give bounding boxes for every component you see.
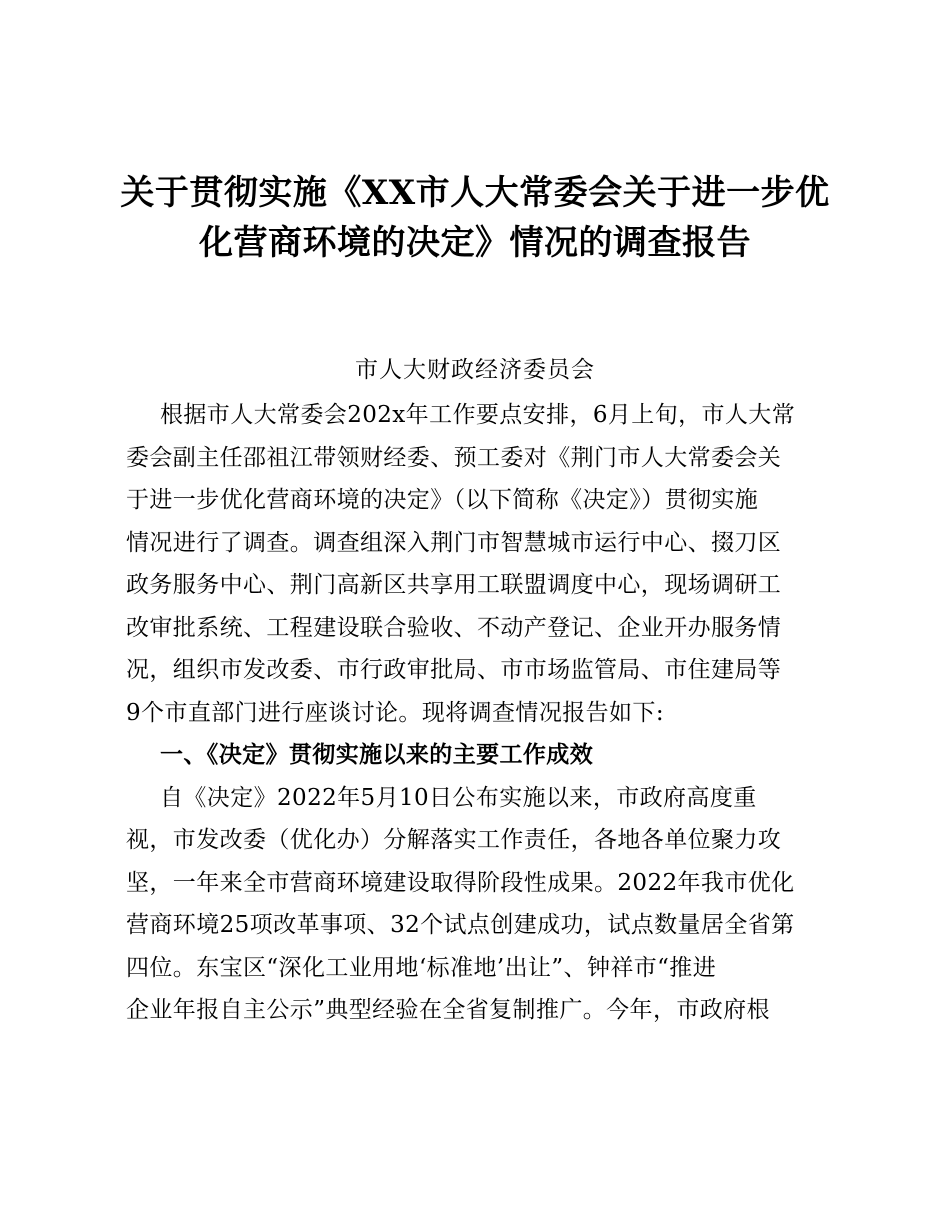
paragraph-1-line-5: 政务服务中心、荆门高新区共享用工联盟调度中心，现场调研工	[126, 572, 782, 598]
paragraph-1-line-6: 改审批系统、工程建设联合验收、不动产登记、企业开办服务情	[126, 614, 782, 641]
paragraph-1-line-8: 9个市直部门进行座谈讨论。现将调查情况报告如下:	[126, 699, 664, 726]
paragraph-1-line-2: 委会副主任邵祖江带领财经委、预工委对《荆门市人大常委会关	[126, 444, 782, 471]
paragraph-2-line-2: 视，市发改委（优化办）分解落实工作责任，各地各单位聚力攻	[126, 827, 782, 853]
document-body	[126, 394, 831, 1032]
paragraph-1-line-3: 于进一步优化营商环境的决定》（以下简称《决定》）贯彻实施	[126, 487, 759, 513]
paragraph-1-line-1: 根据市人大常委会202x年工作要点安排，6月上旬，市人大常	[160, 402, 796, 428]
title-line-1: 关于贯彻实施《XX市人大常委会关于进一步优	[120, 173, 830, 213]
paragraph-1-line-4: 情况进行了调查。调查组深入荆门市智慧城市运行中心、掇刀区	[126, 529, 782, 556]
paragraph-2-line-1: 自《决定》2022年5月10日公布实施以来，市政府高度重	[160, 784, 757, 811]
issuing-organization: 市人大财政经济委员会	[355, 357, 595, 383]
paragraph-2-line-3: 坚，一年来全市营商环境建设取得阶段性成果。2022年我市优化	[126, 869, 795, 896]
paragraph-2-line-6: 企业年报自主公示”典型经验在全省复制推广。今年，市政府根	[126, 997, 770, 1023]
section-heading-1: 一、《决定》贯彻实施以来的主要工作成效	[160, 742, 594, 768]
paragraph-1-line-7: 况，组织市发改委、市行政审批局、市市场监管局、市住建局等	[126, 657, 782, 683]
document-title	[100, 168, 850, 268]
paragraph-2-line-5: 四位。东宝区“深化工业用地‘标准地’出让”、钟祥市“推进	[126, 954, 717, 981]
paragraph-2-line-4: 营商环境25项改革事项、32个试点创建成功，试点数量居全省第	[126, 912, 795, 938]
title-line-2: 化营商环境的决定》情况的调查报告	[199, 223, 751, 263]
